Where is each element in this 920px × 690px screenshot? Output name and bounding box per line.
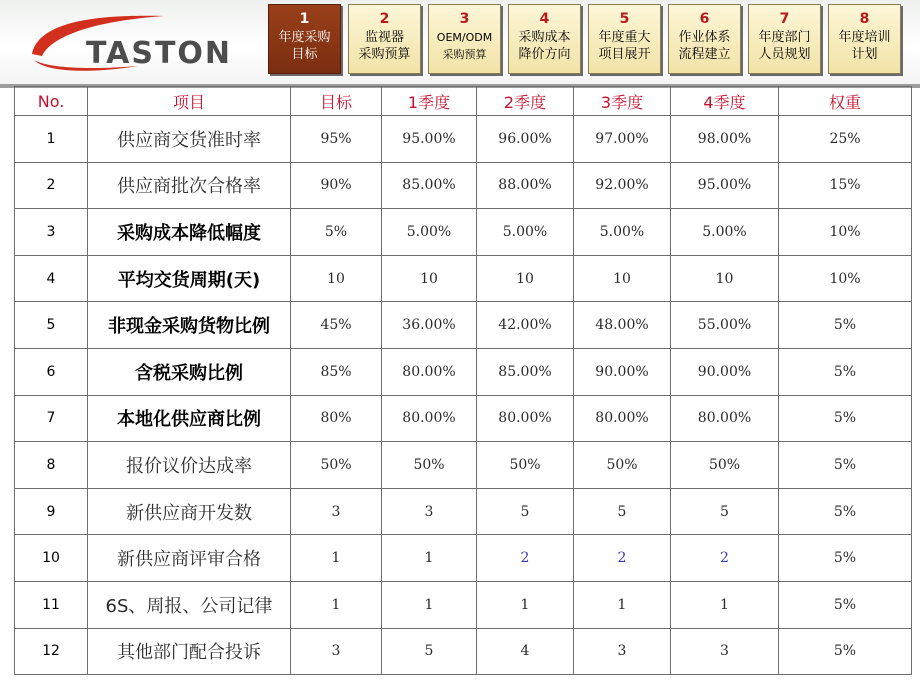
q3-value: 3 xyxy=(574,628,671,675)
q1-value: 80.00% xyxy=(382,395,477,442)
table-row xyxy=(15,209,912,256)
weight-value: 5% xyxy=(779,395,912,442)
q2-value: 2 xyxy=(477,535,574,582)
weight-value: 15% xyxy=(779,162,912,209)
row-number: 7 xyxy=(15,395,88,442)
tab-number: 4 xyxy=(539,11,550,27)
item-name: 本地化供应商比例 xyxy=(88,395,291,442)
tab-number: 6 xyxy=(699,11,710,27)
q3-value: 90.00% xyxy=(574,348,671,395)
q3-value: 80.00% xyxy=(574,395,671,442)
q4-value: 5 xyxy=(671,488,779,535)
row-number: 10 xyxy=(15,535,88,582)
item-name: 其他部门配合投诉 xyxy=(88,628,291,675)
table-row xyxy=(15,348,912,395)
target-value: 1 xyxy=(291,535,382,582)
header-item: 项目 xyxy=(88,87,291,116)
q2-value: 10 xyxy=(477,255,574,302)
q1-value: 1 xyxy=(382,535,477,582)
weight-value: 5% xyxy=(779,442,912,489)
table-row xyxy=(15,535,912,582)
target-value: 85% xyxy=(291,348,382,395)
q3-value: 50% xyxy=(574,442,671,489)
target-value: 5% xyxy=(291,209,382,256)
row-number: 8 xyxy=(15,442,88,489)
item-name: 供应商交货准时率 xyxy=(88,116,291,163)
q4-value: 1 xyxy=(671,581,779,628)
header-q3: 3季度 xyxy=(574,87,671,116)
tab-annual-purchase-target[interactable] xyxy=(268,4,341,74)
tab-monitor-budget[interactable] xyxy=(348,4,421,74)
q3-value: 2 xyxy=(574,535,671,582)
slide-header xyxy=(0,0,920,84)
purchase-target-table xyxy=(14,86,912,675)
row-number: 4 xyxy=(15,255,88,302)
target-value: 45% xyxy=(291,302,382,349)
taston-logo xyxy=(28,10,233,76)
header-weight: 权重 xyxy=(779,87,912,116)
header-q4: 4季度 xyxy=(671,87,779,116)
tab-label: 年度重大 项目展开 xyxy=(598,30,651,62)
tab-number: 7 xyxy=(779,11,790,27)
q1-value: 5.00% xyxy=(382,209,477,256)
q2-value: 5 xyxy=(477,488,574,535)
table-row xyxy=(15,488,912,535)
table-row xyxy=(15,395,912,442)
q4-value: 50% xyxy=(671,442,779,489)
table-row xyxy=(15,162,912,209)
tab-number: 5 xyxy=(619,11,630,27)
tab-process-system[interactable] xyxy=(668,4,741,74)
row-number: 5 xyxy=(15,302,88,349)
q1-value: 36.00% xyxy=(382,302,477,349)
table-row xyxy=(15,442,912,489)
tab-label: 采购成本 降价方向 xyxy=(518,30,571,62)
q2-value: 88.00% xyxy=(477,162,574,209)
q3-value: 92.00% xyxy=(574,162,671,209)
weight-value: 5% xyxy=(779,348,912,395)
header-no: No. xyxy=(15,87,88,116)
q2-value: 50% xyxy=(477,442,574,489)
item-name: 供应商批次合格率 xyxy=(88,162,291,209)
tab-label: 年度部门 人员规划 xyxy=(758,30,811,62)
header-q1: 1季度 xyxy=(382,87,477,116)
q2-value: 1 xyxy=(477,581,574,628)
table-row xyxy=(15,255,912,302)
q4-value: 10 xyxy=(671,255,779,302)
item-name: 6S、周报、公司记律 xyxy=(88,581,291,628)
q2-value: 4 xyxy=(477,628,574,675)
tab-oem-odm-budget[interactable] xyxy=(428,4,501,74)
target-value: 3 xyxy=(291,488,382,535)
q4-value: 90.00% xyxy=(671,348,779,395)
row-number: 3 xyxy=(15,209,88,256)
q2-value: 42.00% xyxy=(477,302,574,349)
weight-value: 10% xyxy=(779,209,912,256)
q4-value: 95.00% xyxy=(671,162,779,209)
tab-major-projects[interactable] xyxy=(588,4,661,74)
q1-value: 50% xyxy=(382,442,477,489)
q1-value: 5 xyxy=(382,628,477,675)
weight-value: 10% xyxy=(779,255,912,302)
q1-value: 10 xyxy=(382,255,477,302)
target-value: 80% xyxy=(291,395,382,442)
q3-value: 5.00% xyxy=(574,209,671,256)
target-value: 1 xyxy=(291,581,382,628)
q1-value: 3 xyxy=(382,488,477,535)
tab-staffing-plan[interactable] xyxy=(748,4,821,74)
row-number: 2 xyxy=(15,162,88,209)
item-name: 新供应商开发数 xyxy=(88,488,291,535)
row-number: 1 xyxy=(15,116,88,163)
tab-number: 2 xyxy=(379,11,390,27)
item-name: 采购成本降低幅度 xyxy=(88,209,291,256)
q3-value: 97.00% xyxy=(574,116,671,163)
tab-cost-reduction[interactable] xyxy=(508,4,581,74)
target-value: 95% xyxy=(291,116,382,163)
table-row xyxy=(15,116,912,163)
tab-label: 年度采购 目标 xyxy=(278,30,331,62)
q4-value: 3 xyxy=(671,628,779,675)
tab-label: OEM/ODM 采购预算 xyxy=(436,31,493,61)
tab-label: 年度培训 计划 xyxy=(838,30,891,62)
q3-value: 10 xyxy=(574,255,671,302)
q4-value: 98.00% xyxy=(671,116,779,163)
q1-value: 1 xyxy=(382,581,477,628)
weight-value: 25% xyxy=(779,116,912,163)
tab-number: 1 xyxy=(299,11,310,27)
q3-value: 5 xyxy=(574,488,671,535)
weight-value: 5% xyxy=(779,488,912,535)
target-value: 10 xyxy=(291,255,382,302)
item-name: 非现金采购货物比例 xyxy=(88,302,291,349)
q4-value: 80.00% xyxy=(671,395,779,442)
weight-value: 5% xyxy=(779,302,912,349)
weight-value: 5% xyxy=(779,535,912,582)
item-name: 平均交货周期(天) xyxy=(88,255,291,302)
item-name: 新供应商评审合格 xyxy=(88,535,291,582)
weight-value: 5% xyxy=(779,581,912,628)
table-row xyxy=(15,581,912,628)
row-number: 12 xyxy=(15,628,88,675)
q4-value: 5.00% xyxy=(671,209,779,256)
q4-value: 55.00% xyxy=(671,302,779,349)
q2-value: 5.00% xyxy=(477,209,574,256)
q2-value: 85.00% xyxy=(477,348,574,395)
table-header-row xyxy=(15,87,912,116)
logo-text: TASTON xyxy=(86,36,233,71)
target-value: 3 xyxy=(291,628,382,675)
row-number: 11 xyxy=(15,581,88,628)
row-number: 9 xyxy=(15,488,88,535)
tab-label: 作业体系 流程建立 xyxy=(678,30,731,62)
item-name: 含税采购比例 xyxy=(88,348,291,395)
header-target: 目标 xyxy=(291,87,382,116)
q4-value: 2 xyxy=(671,535,779,582)
weight-value: 5% xyxy=(779,628,912,675)
table-row xyxy=(15,628,912,675)
target-value: 50% xyxy=(291,442,382,489)
q2-value: 80.00% xyxy=(477,395,574,442)
target-value: 90% xyxy=(291,162,382,209)
tab-number: 3 xyxy=(459,11,470,27)
q1-value: 85.00% xyxy=(382,162,477,209)
q1-value: 80.00% xyxy=(382,348,477,395)
header-q2: 2季度 xyxy=(477,87,574,116)
q3-value: 1 xyxy=(574,581,671,628)
tab-number: 8 xyxy=(859,11,870,27)
tab-training-plan[interactable] xyxy=(828,4,901,74)
item-name: 报价议价达成率 xyxy=(88,442,291,489)
table-row xyxy=(15,302,912,349)
q2-value: 96.00% xyxy=(477,116,574,163)
row-number: 6 xyxy=(15,348,88,395)
tab-label: 监视器 采购预算 xyxy=(358,30,411,62)
q1-value: 95.00% xyxy=(382,116,477,163)
q3-value: 48.00% xyxy=(574,302,671,349)
